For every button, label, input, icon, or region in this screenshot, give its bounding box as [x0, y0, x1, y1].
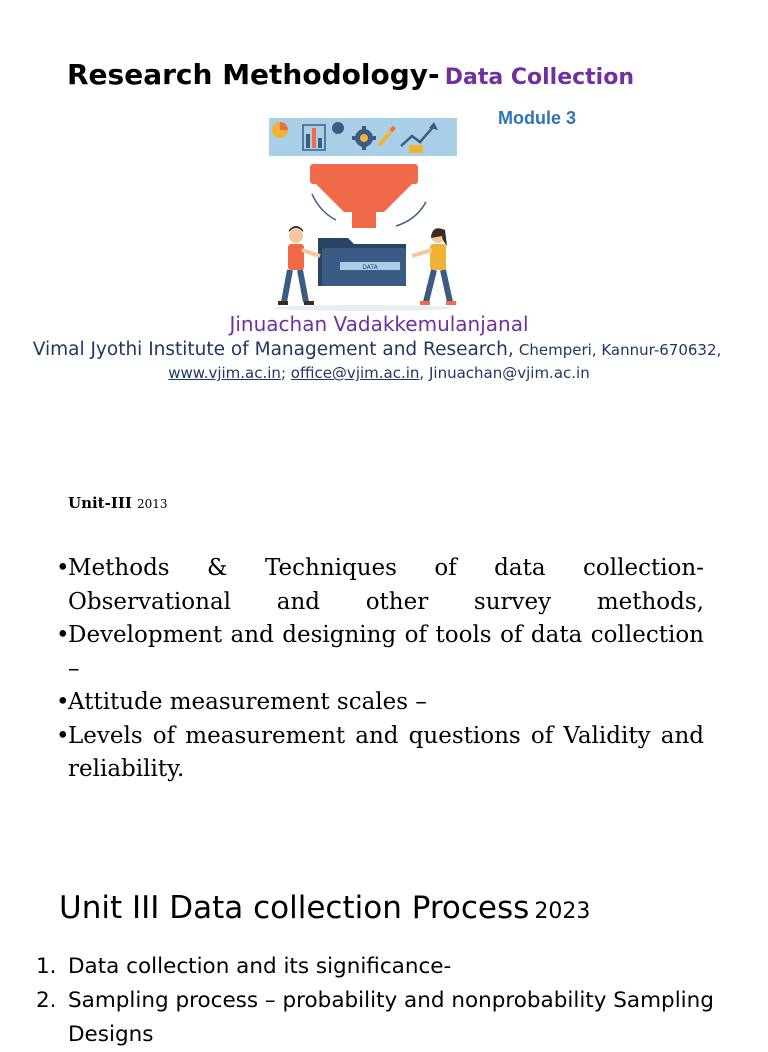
- institute-name: Vimal Jyothi Institute of Management and Research,: [32, 339, 514, 360]
- document-icon: [409, 145, 423, 153]
- institute-line: [0, 339, 754, 360]
- process-number: 1.: [36, 954, 57, 979]
- pie-chart-icon: [272, 122, 288, 138]
- office-email-link[interactable]: office@vjim.ac.in: [290, 364, 420, 382]
- topic-item: [56, 619, 704, 686]
- unit-old-label: Unit-III: [68, 494, 132, 512]
- unit-old-year: 2013: [136, 497, 168, 511]
- process-text: Data collection and its significance-: [68, 954, 452, 979]
- topic-list: [56, 552, 704, 787]
- topic-item: [56, 720, 704, 787]
- unit-new-year: 2023: [534, 899, 591, 924]
- unit-new-label: Unit III Data collection Process: [59, 890, 530, 926]
- data-funnel-illustration: [266, 116, 460, 312]
- arrow-right-icon: [396, 202, 426, 226]
- contact-separator: ,: [419, 364, 425, 382]
- topic-item: [56, 552, 704, 619]
- topic-4: Levels of measurement and questions of Validity and reliability.: [68, 722, 704, 782]
- person-right: [412, 228, 456, 305]
- process-text: Sampling process – probability and nonprobability Sampling Designs: [68, 988, 714, 1047]
- title-main: Research Methodology-: [67, 58, 440, 91]
- topic-1-line-1: • Methods & Techniques of data collection-: [68, 555, 704, 581]
- target-icon: [332, 122, 344, 134]
- process-list: [36, 950, 736, 1052]
- contact-line: [0, 364, 758, 382]
- person-left: [278, 226, 320, 305]
- folder-label: DATA: [362, 264, 378, 271]
- contact-separator: ;: [280, 364, 286, 382]
- page-title: [67, 58, 634, 91]
- author-name: Jinuachan Vadakkemulanjanal: [229, 312, 529, 336]
- process-item: [36, 984, 736, 1052]
- folder-icon: [318, 238, 406, 286]
- title-sub: Data Collection: [444, 65, 635, 90]
- unit-heading-2013: [68, 493, 168, 512]
- process-number: 2.: [36, 988, 57, 1013]
- unit-heading-2023: [59, 890, 590, 926]
- process-item: [36, 950, 736, 984]
- institute-location: Chemperi, Kannur-670632,: [518, 341, 722, 359]
- topic-3: Attitude measurement scales –: [68, 689, 427, 715]
- funnel-icon: [310, 164, 418, 228]
- personal-email: Jinuachan@vjim.ac.in: [428, 364, 590, 382]
- website-link[interactable]: www.vjim.ac.in: [168, 364, 281, 382]
- module-label: Module 3: [498, 108, 577, 128]
- topic-1-line-2: Observational and other survey methods,: [68, 588, 704, 615]
- topic-item: [56, 686, 704, 720]
- topic-2: Development and designing of tools of data collection –: [68, 622, 704, 682]
